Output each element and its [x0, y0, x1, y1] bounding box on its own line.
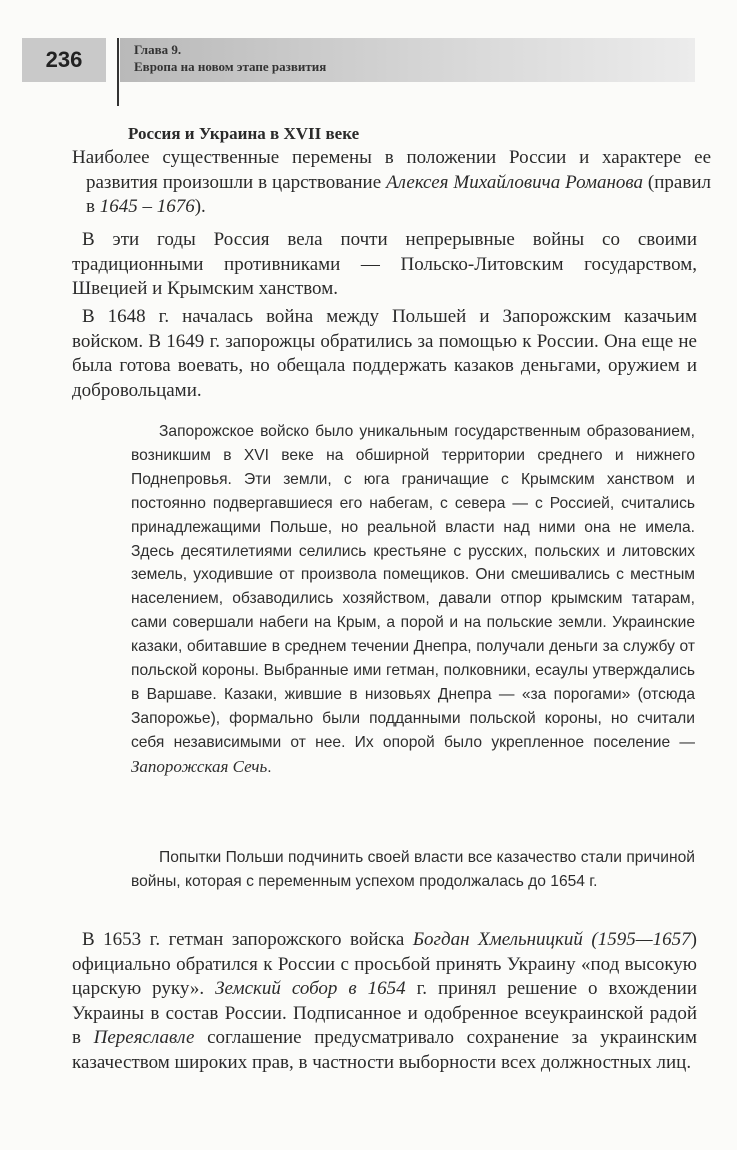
chapter-label: Глава 9.: [134, 42, 182, 57]
paragraph-4-text-g: соглашение предусматривало сохранение за украинским казачеством широких прав, в частности выборности всех должностных лиц.: [72, 1027, 697, 1073]
paragraph-2: В эти годы Россия вела почти непрерывные войны со своими традиционными противниками — Польско-Литовским государством, Швецией и Крымским ханством.: [72, 229, 697, 300]
paragraph-1-years: 1645 – 1676: [99, 196, 195, 218]
paragraph-4-text-c: ) официально обратился к России с просьбой принять Украину «под высокую царскую руку».: [72, 929, 697, 1000]
paragraph-1-text-c: (правил в: [86, 171, 711, 218]
sidebar-note-2: Попытки Польши подчинить своей власти все казачество стали причиной войны, которая с переменным успехом продолжалась до 1654 г.: [131, 849, 695, 890]
paragraph-1-text-e: ).: [194, 196, 206, 218]
paragraph-4-pereyaslav: Переяславле: [93, 1027, 195, 1049]
page-number: 236: [22, 38, 106, 82]
header-divider: [117, 38, 119, 106]
paragraph-1-person: Алексея Михайловича Романова: [386, 171, 644, 193]
paragraph-4-text-e: г. принял решение о вхождении Украины в состав России. Подписанное и одобренное всеукраинской радой в: [72, 978, 697, 1049]
sidebar-note-1-end: .: [267, 758, 272, 776]
paragraph-3: В 1648 г. началась война между Польшей и Запорожским казачьим войском. В 1649 г. запорожцы обратились за помощью к России. Она еще не была готова воевать, но обещала поддержать казаков деньгами, оружием и добровольцами.: [72, 306, 697, 401]
sidebar-note-1-sich: Запорожская Сечь: [131, 756, 268, 776]
paragraph-4: [72, 928, 697, 1076]
chapter-title: Европа на новом этапе развития: [134, 59, 327, 74]
paragraph-1-text-a: Наиболее существенные перемены в положении России и характере ее развития произошли в царствование: [72, 147, 711, 193]
paragraph-1: [72, 146, 711, 220]
sidebar-note-1: [131, 420, 695, 780]
paragraph-4-hetman: Богдан Хмельницкий (1595—1657: [412, 929, 691, 950]
section-heading: Россия и Украина в XVII веке: [128, 124, 360, 143]
paragraph-4-text-a: В 1653 г. гетман запорожского войска: [82, 929, 413, 950]
sidebar-note-1-text: Запорожское войско было уникальным государственным образованием, возникшим в XVI веке на обширной территории среднего и нижнего Поднепровья. Эти земли, с юга граничащие с Крымским ханством и постоянно подвергавшиеся его набегам, с севера — с Россией, считались принадлежащими Польше, но реальной власти над ними она не имела. Здесь десятилетиями селились крестьяне с русских, польских и литовских земель, уходившие от произвола помещиков. Они смешивались с местным населением, обзаводились хозяйством, давали отпор крымским татарам, сами совершали набеги на Крым, а порой и на польские земли. Украинские казаки, обитавшие в среднем течении Днепра, получали деньги за службу от польской короны. Выбранные ими гетман, полковники, есаулы утверждались в Варшаве. Казаки, жившие в низовьях Днепра — «за порогами» (отсюда Запорожье), формально были подданными польской короны, но считали себя независимыми от нее. Их опорой было укрепленное поселение —: [131, 423, 695, 751]
paragraph-4-sobor: Земский собор в 1654: [215, 978, 406, 1000]
